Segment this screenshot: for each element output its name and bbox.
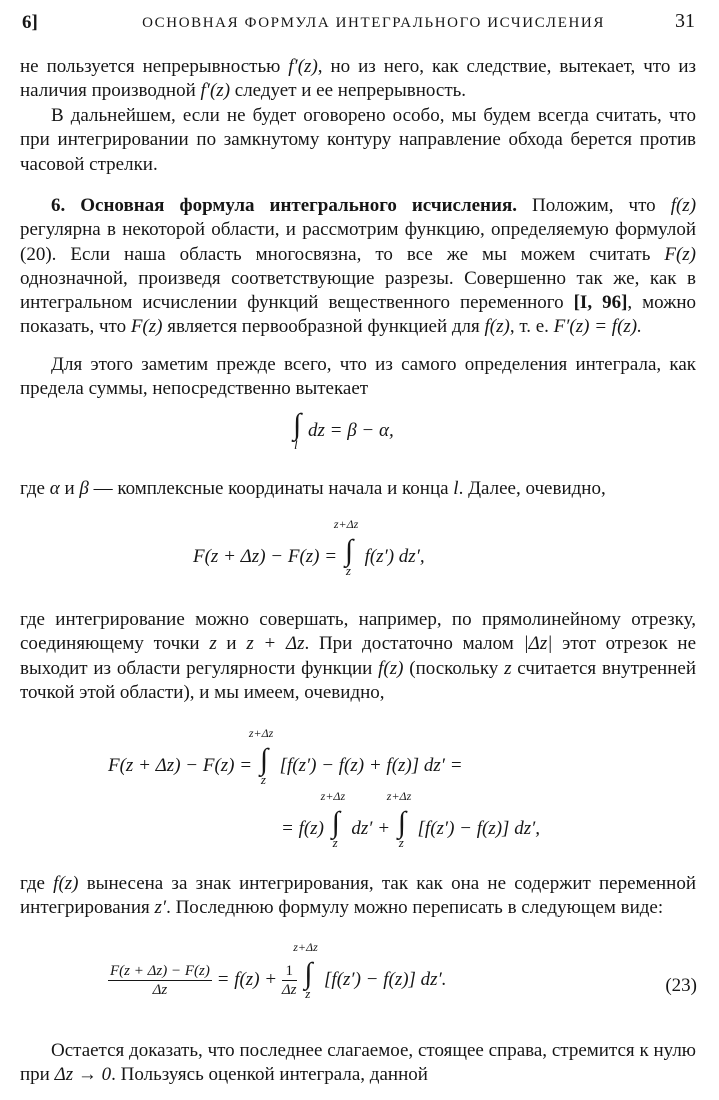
paragraph-remains: Остается доказать, что последнее слагаемое, стоящее справа, стремится к нулю при Δz → 0. Пользуясь оценкой интеграла, данной [20,1040,696,1086]
running-title: ОСНОВНАЯ ФОРМУЛА ИНТЕГРАЛЬНОГО ИСЧИСЛЕНИЯ [142,15,605,31]
formula-increment: F(z + Δz) − F(z) = z+Δz ∫ z f(z′) dz′, [193,517,425,578]
paragraph-continuation: не пользуется непрерывностью f′(z), но из него, как следствие, вытекает, что из наличия производной f′(z) следует и ее непрерывность. [20,56,696,102]
paragraph-factor-out: где f(z) вынесена за знак интегрирования, так как она не содержит переменной интегрирования z′. Последнюю формулу можно переписать в следующем виде: [20,873,697,919]
equation-number: (23) [665,975,697,996]
section-heading: 6. Основная формула интегрального исчисления. [51,195,517,216]
formula-23: $\frac{F(z + \Delta z) - F(z)}{\Delta z}$ = f(z) + $\frac{1}{\Delta z}$ z+Δz ∫ z [f(z′) − f(z)] dz′. [110,939,447,1001]
running-header [22,10,695,36]
integral-sign: z+Δz ∫ z [293,939,318,1001]
fraction: $\frac{1}{\Delta z}$ [281,963,297,998]
formula-split-line1: F(z + Δz) − F(z) = z+Δz ∫ z [f(z′) − f(z) + f(z)] dz′ = [108,726,463,787]
integral-sign: z+Δz ∫ z [333,517,359,578]
fraction: $\frac{F(z + \Delta z) - F(z)}{\Delta z}$ [110,963,210,998]
section-mark: 6] [22,12,38,33]
paragraph-contour-direction: В дальнейшем, если не будет оговорено особо, мы будем всегда считать, что при интегрировании по замкнутому контуру направление обхода берется против часовой стрелки. [20,105,696,175]
integral-sign: z+Δz ∫ z [320,789,346,850]
integral-sign: z+Δz ∫ z [386,789,412,850]
integral-sign: ∫ l [293,408,302,452]
paragraph-integral-definition: Для этого заметим прежде всего, что из самого определения интеграла, как предела суммы, непосредственно вытекает [20,354,696,400]
cross-reference: [I, 96] [573,292,628,314]
integral-sign: z+Δz ∫ z [248,726,274,787]
paragraph-alpha-beta: где α и β — комплексные координаты начала и конца l. Далее, очевидно, [20,478,606,499]
section-6-paragraph: 6. Основная формула интегрального исчисления. Положим, что f(z) регулярна в некоторой области, и рассмотрим функцию, определяемую формулой (20). Если наша область многосвязна, то все же мы можем считать F(z) однозначной, произведя соответствующие разрезы. Совершенно так же, как в интегральном исчислении функций вещественного переменного [I, 96], можно показать, что F(z) является первообразной функцией для f(z), т. е. F′(z) = f(z). [20,195,697,338]
page-number: 31 [675,10,695,32]
formula-split-line2: = f(z) z+Δz ∫ z dz′ + z+Δz ∫ z [f(z′) − f(z)] dz′, [281,789,541,850]
formula-integral-dz: ∫ l dz = β − α, [290,417,394,442]
paragraph-segment: где интегрирование можно совершать, например, по прямолинейному отрезку, соединяющему точки z и z + Δz. При достаточно малом |Δz| этот отрезок не выходит из области регулярности функции f(z) (поскольку z считается внутренней точкой этой области), и мы имеем, очевидно, [20,609,697,703]
